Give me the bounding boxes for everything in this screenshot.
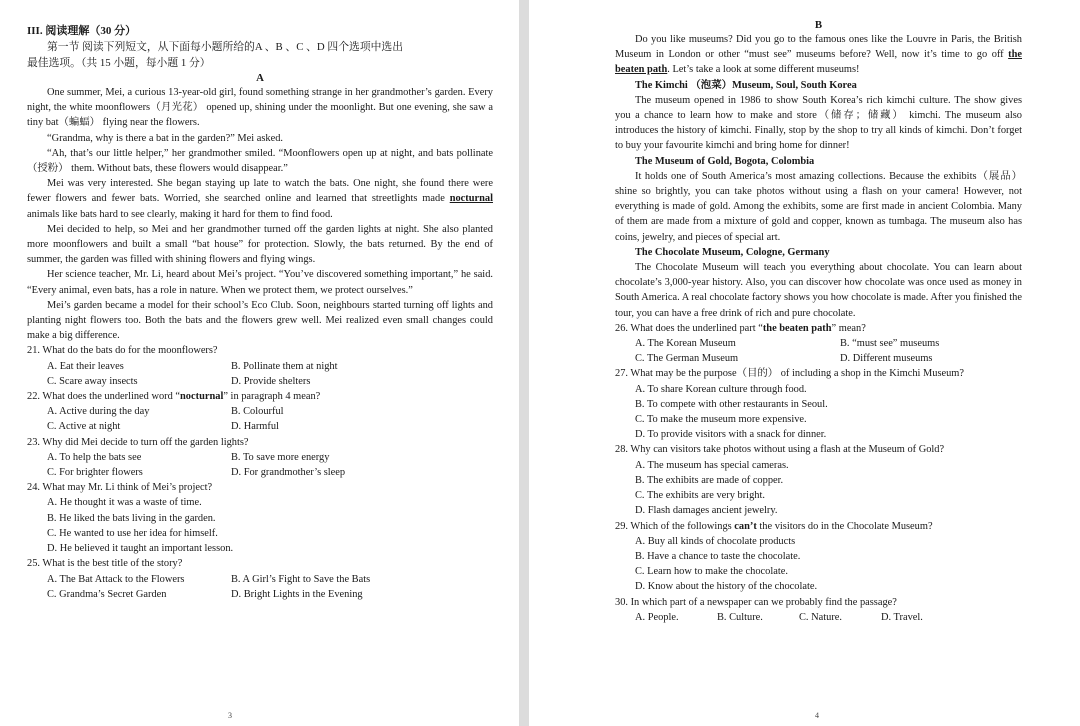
option-29-b: B. Have a chance to taste the chocolate. [635,550,801,562]
paragraph-4-text-before: Mei was very interested. She began staying up late to watch the bats. One night, she found there were fewer flowers and fewer bats. Worried, she searched online and learned that streetlights made [27,178,493,205]
question-29-stem [615,519,1022,534]
underlined-phrase-beaten-path: the beaten path [615,49,1022,76]
option-25-c: C. Grandma’s Secret Garden [47,588,167,600]
question-30-options-row [615,610,1022,625]
kimchi-museum-text: The museum opened in 1986 to show South Korea’s rich kimchi culture. The show gives you a chance to learn how to make and store（储存；储藏） kimchi. The museum also introduces the history of kimchi. Finally, stop by the shop to try all kinds of kimchi. Don’t forget to buy your favourite kimchi and bring home for dinner! [615,94,1022,152]
question-26-stem-before: 26. What does the underlined part “ [615,322,763,334]
question-22-options-row-1 [27,404,493,419]
paragraph-2: “Grandma, why is there a bat in the garden?” Mei asked. [47,132,284,144]
question-25-options-row-1 [27,572,493,587]
option-27-a: A. To share Korean culture through food. [635,383,807,395]
section-title: III. 阅读理解（30 分） [27,25,137,37]
option-21-b: B. Pollinate them at night [231,360,338,372]
question-22-stem [27,389,493,404]
instruction-line-2: 最佳选项。（共 15 小题，每小题 1 分） [27,57,211,69]
question-23-options-row-1 [27,450,493,465]
option-22-b: B. Colourful [231,406,284,418]
chocolate-museum-heading: The Chocolate Museum, Cologne, Germany [635,246,830,258]
question-23-stem: 23. Why did Mei decide to turn off the garden lights? [27,436,249,448]
option-24-c: C. He wanted to use her idea for himself. [47,527,218,539]
question-21-stem: 21. What do the bats do for the moonflowers? [27,345,218,357]
option-30-b: B. Culture. [717,611,763,623]
option-21-c: C. Scare away insects [47,375,138,387]
paragraph-6: Her science teacher, Mr. Li, heard about Mei’s project. “You’ve discovered something important,” he said. “Every animal, even bats, has a role in nature. When we protect them, we protect ourselves.” [27,269,493,296]
question-27-stem: 27. What may be the purpose（目的） of including a shop in the Kimchi Museum? [615,368,964,380]
option-26-b: B. “must see” museums [840,338,940,350]
option-27-d: D. To provide visitors with a snack for dinner. [635,429,827,441]
question-23-options-row-2 [27,465,493,480]
paragraph-4 [27,176,493,222]
paragraph-1: One summer, Mei, a curious 13-year-old girl, found something strange in her grandmother’s garden. Every night, the white moonflowers（月光花） opened up, shining under the moonlight. But one evening, she saw a tiny bat（蝙蝠） flying near the flowers. [27,87,493,129]
option-21-d: D. Provide shelters [231,375,311,387]
option-24-d: D. He believed it taught an important lesson. [47,543,234,555]
instruction-line-1: 第一节 阅读下列短文，从下面每小题所给的A 、B 、C 、D 四个选项中选出 [47,41,404,53]
option-29-d: D. Know about the history of the chocolate. [635,581,818,593]
option-26-c: C. The German Museum [635,353,739,365]
option-23-a: A. To help the bats see [47,451,142,463]
paragraph-5: Mei decided to help, so Mei and her grandmother turned off the garden lights at night. She also planted more moonflowers and built a small “bat house” for protection. Slowly, the bats returned. By the end of summer, the garden was filled with shining flowers and flying wings. [27,223,493,266]
option-26-a: A. The Korean Museum [635,338,736,350]
option-23-d: D. For grandmother’s sleep [231,467,346,479]
question-25-options-row-2 [27,587,493,602]
option-25-a: A. The Bat Attack to the Flowers [47,573,185,585]
option-30-c: C. Nature. [799,611,842,623]
question-29-stem-bold: can’t [734,520,757,532]
paragraph-3: “Ah, that’s our little helper,” her grandmother smiled. “Moonflowers open up at night, and bats pollinate（授粉） them. Without bats, these flowers would disappear.” [27,147,493,175]
question-22-stem-before: 22. What does the underlined word “ [27,391,181,403]
page-number-4: 4 [815,711,819,720]
question-26-stem [615,321,1022,336]
option-27-c: C. To make the museum more expensive. [635,414,807,426]
question-26-stem-after: ” mean? [831,322,866,334]
paragraph-7: Mei’s garden became a model for their school’s Eco Club. Soon, neighbours started turning off lights and planting night flowers too. Both the bats and the flowers grew well. Mei realized even small changes could make a big difference. [27,299,493,342]
option-28-b: B. The exhibits are made of copper. [635,474,784,486]
option-23-b: B. To save more energy [231,451,330,463]
option-21-a: A. Eat their leaves [47,360,124,372]
passage-a-label: A [256,72,264,84]
option-22-d: D. Harmful [231,421,279,433]
question-29-stem-before: 29. Which of the followings [615,520,735,532]
question-22-stem-after: ” in paragraph 4 mean? [223,391,321,403]
gold-museum-heading: The Museum of Gold, Bogota, Colombia [635,155,815,167]
option-29-c: C. Learn how to make the chocolate. [635,566,788,578]
question-24-stem: 24. What may Mr. Li think of Mei’s project? [27,482,213,494]
question-21-options-row-2 [27,374,493,389]
page-4 [529,0,1080,726]
question-22-stem-bold: nocturnal [180,391,224,403]
option-24-a: A. He thought it was a waste of time. [47,497,202,509]
option-26-d: D. Different museums [840,353,933,365]
intro-text-after: . Let’s take a look at some different museums! [667,64,860,76]
question-22-options-row-2 [27,419,493,434]
option-30-a: A. People. [635,611,679,623]
page-gutter [519,0,529,726]
option-25-b: B. A Girl’s Fight to Save the Bats [231,573,371,585]
question-26-options-row-2 [615,351,1022,366]
intro-text-before: Do you like museums? Did you go to the famous ones like the Louvre in Paris, the British Museum in London or other “must see” museums before? Well, now it’s time to go off [615,34,1022,61]
underlined-word-nocturnal: nocturnal [449,193,493,205]
option-29-a: A. Buy all kinds of chocolate products [635,535,796,547]
option-24-b: B. He liked the bats living in the garden. [47,512,216,524]
question-25-stem: 25. What is the best title of the story? [27,558,183,570]
page-number-3: 3 [228,711,232,720]
option-28-c: C. The exhibits are very bright. [635,490,765,502]
option-23-c: C. For brighter flowers [47,467,143,479]
option-28-a: A. The museum has special cameras. [635,459,789,471]
passage-b-label: B [814,19,823,31]
paragraph-4-text-after: animals like bats hard to see clearly, making it hard for them to find food. [27,208,333,220]
gold-museum-text: It holds one of South America’s most amazing collections. Because the exhibits（展品）shine so brightly, you can take photos without using a flash on your camera! However, not everything is made of gold. Among the exhibits, some are first made in ancient Colombia. Many of them are made from a mixture of gold and copper, known as tumbaga. The museum also has coins, jewelry, and pieces of special art. [615,170,1022,243]
option-22-a: A. Active during the day [47,406,150,418]
option-27-b: B. To compete with other restaurants in Seoul. [635,398,828,410]
passage-b-intro [615,32,1022,78]
kimchi-museum-heading: The Kimchi （泡菜）Museum, Soul, South Korea [635,79,857,91]
option-28-d: D. Flash damages ancient jewelry. [635,505,778,517]
question-30-stem: 30. In which part of a newspaper can we probably find the passage? [615,596,897,608]
option-30-d: D. Travel. [881,611,923,623]
option-25-d: D. Bright Lights in the Evening [231,588,363,600]
page-3 [0,0,519,726]
question-26-options-row-1 [615,336,1022,351]
question-21-options-row-1 [27,359,493,374]
question-29-stem-after: the visitors do in the Chocolate Museum? [756,520,933,532]
chocolate-museum-text: The Chocolate Museum will teach you everything about chocolate. You can learn about chocolate’s 3,000-year history. Also, you can discover how chocolate was once used as money in South America. A real chocolate factory shows you how chocolate is made. After you finished the tour, you can have a free drink of rich and pure chocolate. [615,262,1022,319]
question-26-stem-bold: the beaten path [762,322,832,334]
option-22-c: C. Active at night [47,421,121,433]
question-28-stem: 28. Why can visitors take photos without using a flash at the Museum of Gold? [615,444,945,456]
